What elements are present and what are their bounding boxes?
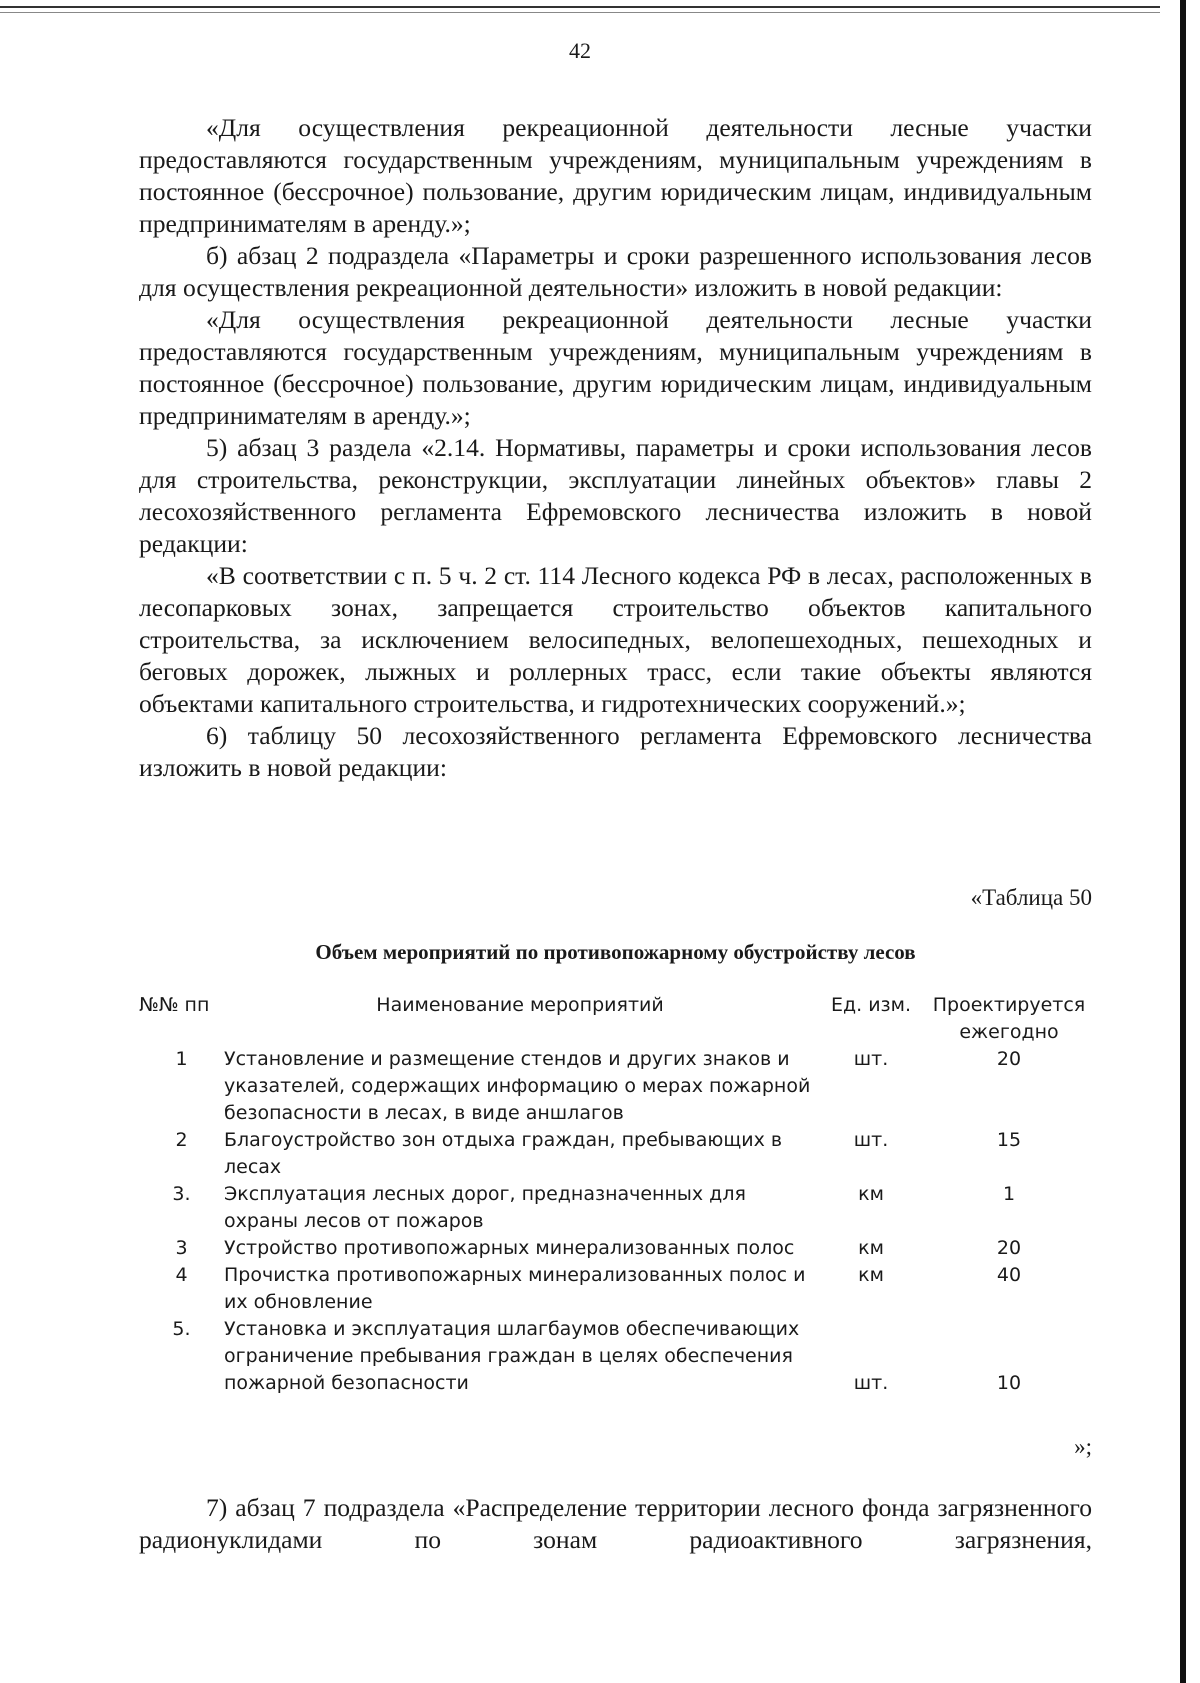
row-unit: км [858,1264,884,1286]
table-row [139,1127,1092,1181]
header-unit: Ед. изм. [830,994,912,1016]
row-unit: шт. [853,1048,889,1070]
table-row [139,1262,1092,1316]
table-caption: «Таблица 50 [970,885,1092,910]
header-num: №№ пп [139,994,210,1016]
row-name: Установление и размещение стендов и других знаков и указателей, содержащих информацию о мерах пожарной безопасности в лесах, в виде аншлагов [224,1048,811,1124]
table-row [139,1181,1092,1235]
scan-top-rule-secondary [0,12,1160,13]
row-num: 4 [175,1264,188,1286]
row-name: Установка и эксплуатация шлагбаумов обеспечивающих ограничение пребывания граждан в целях обеспечения пожарной безопасности [224,1318,800,1394]
table-row [139,1316,1092,1397]
row-qty: 10 [996,1372,1022,1394]
paragraph-item-b: б) абзац 2 подраздела «Параметры и сроки разрешенного использования лесов для осуществления рекреационной деятельности» изложить в новой редакции: [139,241,1092,302]
row-num: 2 [175,1129,188,1151]
header-qty: Проектируется ежегодно [932,994,1086,1043]
fire-measures-table [139,992,1092,1397]
row-unit: км [858,1183,884,1205]
row-num: 3. [172,1183,191,1205]
table-title: Объем мероприятий по противопожарному обустройству лесов [315,940,916,964]
row-qty: 40 [996,1264,1022,1286]
paragraph-item-7: 7) абзац 7 подраздела «Распределение территории лесного фонда загрязненного радионуклидами по зонам радиоактивного загрязнения, [139,1493,1092,1554]
row-qty: 15 [996,1129,1022,1151]
table-row [139,1235,1092,1262]
scan-right-edge [1180,0,1186,1683]
row-qty: 1 [1002,1183,1016,1205]
row-unit: км [858,1237,884,1259]
row-name: Прочистка противопожарных минерализованных полос и их обновление [224,1264,806,1313]
paragraph-item-6: 6) таблицу 50 лесохозяйственного регламента Ефремовского лесничества изложить в новой редакции: [139,721,1092,782]
paragraph-forest-code-quote: «В соответствии с п. 5 ч. 2 ст. 114 Лесного кодекса РФ в лесах, расположенных в лесопарковых зонах, запрещается строительство объектов капитального строительства, за исключением велосипедных, велопешеходных, пешеходных и беговых дорожек, лыжных и роллерных трасс, если такие объекты являются объектами капитального строительства, и гидротехнических сооружений.»; [139,561,1092,718]
row-name: Благоустройство зон отдыха граждан, пребывающих в лесах [224,1129,783,1178]
table-row [139,1046,1092,1127]
body-text-bottom [139,1492,1092,1556]
row-qty: 20 [996,1237,1022,1259]
paragraph-recreation-quote-2: «Для осуществления рекреационной деятельности лесные участки предоставляются государственным учреждениям, муниципальным учреждениям в постоянное (бессрочное) пользование, другим юридическим лицам, индивидуальным предпринимателям в аренду.»; [139,305,1092,430]
page-number: 42 [569,38,591,63]
body-text-top [139,112,1092,784]
row-num: 3 [175,1237,188,1259]
row-name: Устройство противопожарных минерализованных полос [224,1237,795,1259]
paragraph-item-5: 5) абзац 3 раздела «2.14. Нормативы, параметры и сроки использования лесов для строительства, реконструкции, эксплуатации линейных объектов» главы 2 лесохозяйственного регламента Ефремовского лесничества изложить в новой редакции: [139,433,1092,558]
row-unit: шт. [853,1129,889,1151]
row-qty: 20 [996,1048,1022,1070]
row-num: 1 [175,1048,188,1070]
scan-top-rule [0,6,1160,8]
table-header-row [139,992,1092,1046]
row-unit: шт. [853,1372,889,1394]
table-closing-quote: »; [1074,1434,1092,1459]
row-num: 5. [172,1318,191,1340]
paragraph-recreation-quote-1: «Для осуществления рекреационной деятельности лесные участки предоставляются государственным учреждениям, муниципальным учреждениям в постоянное (бессрочное) пользование, другим юридическим лицам, индивидуальным предпринимателям в аренду.»; [139,113,1092,238]
row-name: Эксплуатация лесных дорог, предназначенных для охраны лесов от пожаров [224,1183,746,1232]
header-name: Наименование мероприятий [376,994,664,1016]
